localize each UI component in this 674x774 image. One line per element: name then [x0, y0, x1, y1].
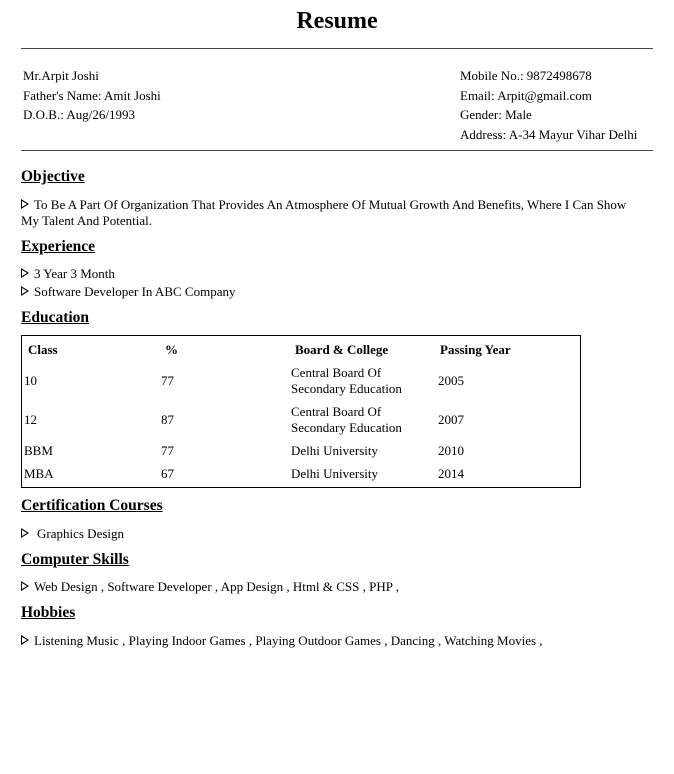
page-title: Resume — [296, 8, 378, 34]
table-cell-board — [291, 404, 402, 436]
objective-text: To Be A Part Of Organization That Provides An Atmosphere Of Mutual Growth And Benefits, Where I Can Show My Talent And Potential. — [21, 197, 627, 228]
table-cell-class: 12 — [24, 412, 37, 427]
bullet-triangle-icon — [21, 635, 29, 645]
address-text: Address: A-34 Mayur Vihar Delhi — [460, 126, 638, 142]
bullet-triangle-icon — [21, 528, 29, 538]
experience-item-text: Software Developer In ABC Company — [34, 284, 236, 299]
table-cell-year: 2010 — [438, 443, 464, 458]
hobbies-heading: Hobbies — [21, 604, 76, 621]
bullet-triangle-icon — [21, 581, 29, 591]
skills-text: Web Design , Software Developer , App Design , Html & CSS , PHP , — [34, 579, 399, 594]
bullet-triangle-icon — [21, 199, 29, 209]
column-header-percent: % — [165, 342, 178, 357]
objective-paragraph — [21, 197, 646, 229]
experience-item — [21, 284, 235, 300]
skills-heading: Computer Skills — [21, 551, 129, 568]
father-name-text: Father's Name: Amit Joshi — [23, 87, 161, 103]
mobile-text: Mobile No.: 9872498678 — [460, 68, 592, 83]
experience-heading: Experience — [21, 238, 96, 255]
table-cell-year: 2005 — [438, 373, 464, 388]
table-cell-year: 2007 — [438, 412, 464, 427]
table-cell-board: Delhi University — [291, 466, 379, 481]
personal-info-left — [23, 66, 161, 125]
table-cell-class: BBM — [24, 443, 53, 458]
table-cell-percent: 67 — [161, 466, 174, 481]
header-divider — [21, 48, 653, 49]
info-divider — [21, 150, 653, 151]
name-text: Mr.Arpit Joshi — [23, 68, 99, 83]
certification-item — [21, 526, 124, 542]
certification-text: Graphics Design — [37, 526, 125, 541]
table-cell-percent: 77 — [161, 373, 174, 388]
skills-item — [21, 579, 399, 595]
table-cell-percent: 77 — [161, 443, 174, 458]
hobbies-item — [21, 633, 543, 649]
table-cell-board: Delhi University — [291, 443, 379, 458]
column-header-year: Passing Year — [440, 342, 511, 357]
experience-item-text: 3 Year 3 Month — [34, 266, 115, 281]
board-line: Secondary Education — [291, 381, 402, 396]
table-cell-percent: 87 — [161, 412, 174, 427]
bullet-triangle-icon — [21, 268, 29, 278]
bullet-triangle-icon — [21, 286, 29, 296]
education-heading: Education — [21, 309, 90, 326]
hobbies-text: Listening Music , Playing Indoor Games , Playing Outdoor Games , Dancing , Watching Movies , — [34, 633, 543, 648]
table-cell-class: 10 — [24, 373, 37, 388]
gender-text: Gender: Male — [460, 107, 532, 122]
experience-item — [21, 266, 115, 282]
column-header-board: Board & College — [295, 342, 389, 357]
personal-info-right — [460, 66, 637, 144]
education-table — [21, 335, 581, 488]
dob-text: D.O.B.: Aug/26/1993 — [23, 107, 135, 122]
column-header-class: Class — [28, 342, 58, 357]
table-cell-class: MBA — [24, 466, 54, 481]
table-cell-board — [291, 365, 402, 397]
objective-heading: Objective — [21, 168, 85, 185]
certification-heading: Certification Courses — [21, 497, 163, 514]
board-line: Central Board Of — [291, 365, 382, 380]
email-text: Email: Arpit@gmail.com — [460, 87, 592, 103]
board-line: Central Board Of — [291, 404, 382, 419]
board-line: Secondary Education — [291, 420, 402, 435]
table-cell-year: 2014 — [438, 466, 464, 481]
